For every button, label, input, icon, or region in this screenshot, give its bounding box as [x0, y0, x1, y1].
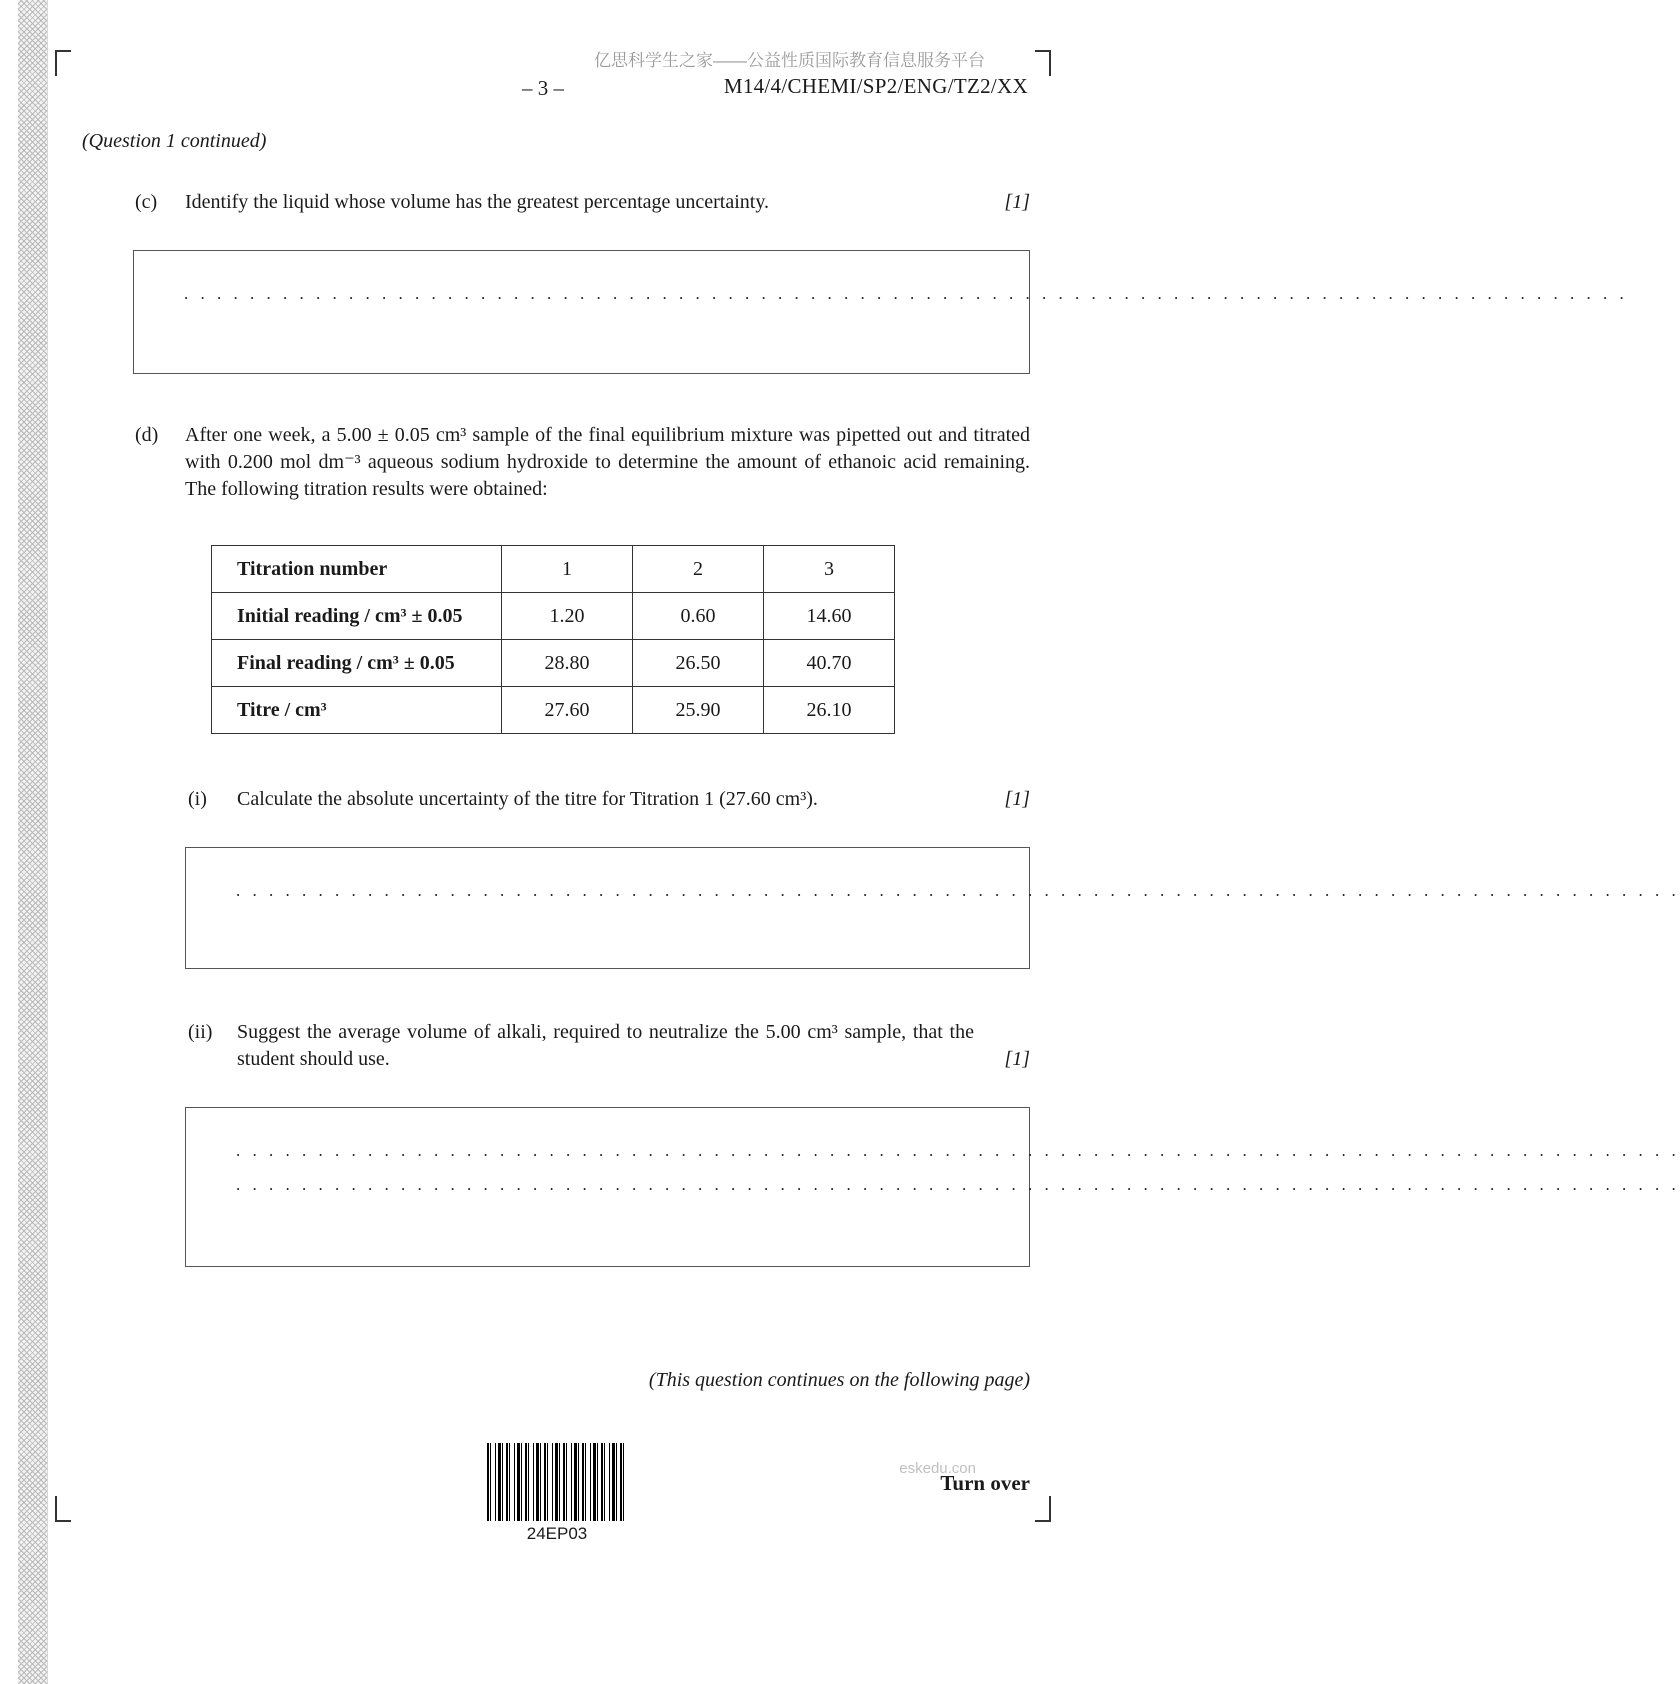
- part-d-question: [82, 422, 1030, 503]
- table-cell-initial-2: 0.60: [633, 593, 764, 640]
- part-d-ii-question: [82, 1019, 1030, 1073]
- table-header-titre: Titre / cm³: [212, 687, 502, 734]
- answer-dotted-line: . . . . . . . . . . . . . . . . . . . . . . . . . . . . . . . . . . . . . . . . . . . . . . . . . . . . . . . . . . . . . . . . . . . . . . . . . . . . . . . . . . . . . . . .: [236, 1175, 1680, 1194]
- table-cell-titration-2: 2: [633, 546, 764, 593]
- crop-mark-bottom-left: [55, 1496, 71, 1522]
- answer-dotted-line: . . . . . . . . . . . . . . . . . . . . . . . . . . . . . . . . . . . . . . . . . . . . . . . . . . . . . . . . . . . . . . . . . . . . . . . . . . . . . . . . . . . . . . . .: [236, 1141, 1680, 1160]
- crop-mark-bottom-right: [1035, 1496, 1051, 1522]
- answer-dotted-line: . . . . . . . . . . . . . . . . . . . . . . . . . . . . . . . . . . . . . . . . . . . . . . . . . . . . . . . . . . . . . . . . . . . . . . . . . . . . . . . . . . . . . . . .: [236, 881, 1680, 900]
- question-continued-note: (Question 1 continued): [82, 130, 267, 152]
- continues-note: (This question continues on the following page): [648, 1369, 1030, 1391]
- table-cell-initial-3: 14.60: [764, 593, 895, 640]
- crop-mark-top-right: [1035, 50, 1051, 76]
- page-number: – 3 –: [522, 76, 564, 100]
- table-cell-final-1: 28.80: [502, 640, 633, 687]
- part-d-ii-label: (ii): [188, 1021, 213, 1043]
- table-cell-titration-3: 3: [764, 546, 895, 593]
- part-d-i-marks: [1]: [1004, 788, 1030, 810]
- part-d-i-question: [82, 786, 1030, 813]
- part-c-question: [82, 189, 1030, 216]
- part-d-i-label: (i): [188, 788, 207, 810]
- table-row: [212, 640, 895, 687]
- answer-box-part-d-ii: [185, 1107, 1680, 1267]
- table-cell-titre-1: 27.60: [502, 687, 633, 734]
- table-row: [212, 546, 895, 593]
- table-cell-final-2: 26.50: [633, 640, 764, 687]
- site-watermark: 亿思科学生之家——公益性质国际教育信息服务平台: [594, 51, 985, 70]
- table-cell-titration-1: 1: [502, 546, 633, 593]
- exam-code: M14/4/CHEMI/SP2/ENG/TZ2/XX: [723, 74, 1028, 98]
- turn-over-note: Turn over: [940, 1471, 1030, 1495]
- answer-dotted-line: . . . . . . . . . . . . . . . . . . . . . . . . . . . . . . . . . . . . . . . . . . . . . . . . . . . . . . . . . . . . . . . . . . . . . . . . . . . . . . . . . . . . . . . .: [184, 284, 1628, 303]
- part-d-ii-text: Suggest the average volume of alkali, required to neutralize the 5.00 cm³ sample, that the student should use.: [237, 1021, 974, 1070]
- table-cell-titre-2: 25.90: [633, 687, 764, 734]
- table-cell-titre-3: 26.10: [764, 687, 895, 734]
- part-c-text: Identify the liquid whose volume has the greatest percentage uncertainty.: [185, 191, 770, 213]
- page-content: [82, 128, 1680, 1394]
- table-header-final-reading: Final reading / cm³ ± 0.05: [212, 640, 502, 687]
- table-cell-final-3: 40.70: [764, 640, 895, 687]
- crop-mark-top-left: [55, 50, 71, 76]
- table-header-titration-number: Titration number: [212, 546, 502, 593]
- part-d-ii-marks: [1]: [1004, 1048, 1030, 1070]
- part-d-text: After one week, a 5.00 ± 0.05 cm³ sample of the final equilibrium mixture was pipetted out and titrated with 0.200 mol dm⁻³ aqueous sodium hydroxide to determine the amount of ethanoic acid remaining. The following titration results were obtained:: [185, 424, 1030, 500]
- part-d-label: (d): [135, 424, 159, 446]
- table-header-initial-reading: Initial reading / cm³ ± 0.05: [212, 593, 502, 640]
- part-c-label: (c): [135, 191, 158, 213]
- barcode-label: 24EP03: [526, 1524, 588, 1543]
- part-d-i-text: Calculate the absolute uncertainty of the titre for Titration 1 (27.60 cm³).: [237, 788, 818, 810]
- answer-box-part-d-i: [185, 847, 1680, 969]
- table-cell-initial-1: 1.20: [502, 593, 633, 640]
- titration-results-table: [211, 545, 895, 734]
- eskedu-watermark: eskedu.con: [899, 1460, 976, 1477]
- table-row: [212, 687, 895, 734]
- part-c-marks: [1]: [1004, 191, 1030, 213]
- table-row: [212, 593, 895, 640]
- binding-texture-strip: [18, 0, 48, 1684]
- barcode: [487, 1443, 627, 1521]
- answer-box-part-c: [133, 250, 1628, 374]
